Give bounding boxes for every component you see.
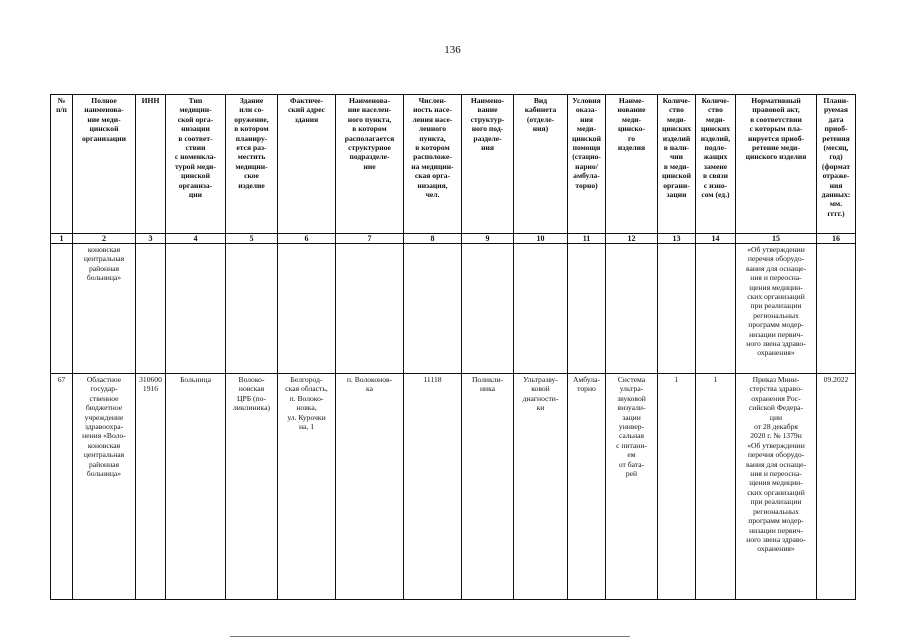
header-col-devices-available: Количе- ство меди- цинских изделий в нали- чии в меди- цинской органи- зации <box>658 95 696 234</box>
column-number: 7 <box>336 234 404 244</box>
header-col-settlement: Наименова- ние населен- ного пункта, в котором располагается структурное подразделе- ние <box>336 95 404 234</box>
column-number: 14 <box>696 234 736 244</box>
header-col-number: № п/п <box>51 95 73 234</box>
header-col-care-conditions: Условия оказа- ния меди- цинской помощи (стацио- нарно/ амбула- торно) <box>568 95 606 234</box>
table-row-67 <box>51 374 856 600</box>
cell-empty <box>226 244 278 374</box>
cell-inn: 310600 1916 <box>136 374 166 600</box>
header-col-subdivision: Наимено- вание структур- ного под- разделе- ния <box>462 95 514 234</box>
cell-building: Волоко- новская ЦРБ (по- ликлиника) <box>226 374 278 600</box>
header-col-population: Числен- ность насе- ления насе- ленного пункта, в котором расположе- на медицин- ская орга- низация, чел. <box>404 95 462 234</box>
cell-empty <box>462 244 514 374</box>
cell-settlement: п. Волоконов- ка <box>336 374 404 600</box>
column-number: 16 <box>817 234 856 244</box>
column-number: 5 <box>226 234 278 244</box>
cell-care-conditions: Амбула- торно <box>568 374 606 600</box>
cell-planned-date: 09.2022 <box>817 374 856 600</box>
header-col-device-name: Наиме- нование меди- цинско- го изделия <box>606 95 658 234</box>
header-col-planned-date: Плани- руемая дата приоб- ретения (месяц, год) (формат отраже- ния данных: мм. гггг.) <box>817 95 856 234</box>
cell-legal-act-continued: «Об утверждении перечня оборудо- вания для оснаще- ния и переосна- щения медицин- ских организаций при реализации региональных программ модер- низации первич- ного звена здраво- охранения» <box>736 244 817 374</box>
header-col-building: Здание или со- оружение, в котором планиру- ется раз- местить медицин- ское изделие <box>226 95 278 234</box>
page-number: 136 <box>444 44 461 56</box>
cell-org-name: Областное государ- ственное бюджетное учреждение здравоохра- нения «Воло- коновская центральная районная больница» <box>73 374 136 600</box>
equipment-table <box>50 94 856 600</box>
column-numbers-row <box>51 234 856 244</box>
page-bottom-rule <box>230 636 630 638</box>
cell-subdivision: Поликли- ника <box>462 374 514 600</box>
header-col-cabinet: Вид кабинета (отделе- ния) <box>514 95 568 234</box>
header-col-org-name: Полное наименова- ние меди- цинской организации <box>73 95 136 234</box>
header-col-inn: ИНН <box>136 95 166 234</box>
column-number: 9 <box>462 234 514 244</box>
column-number: 8 <box>404 234 462 244</box>
cell-org-name-continued: коновская центральная районная больница» <box>73 244 136 374</box>
cell-device-name: Система ультра- звуковой визуали- зации универ- сальная с питани- ем от бата- рей <box>606 374 658 600</box>
column-number: 1 <box>51 234 73 244</box>
cell-empty <box>51 244 73 374</box>
cell-empty <box>278 244 336 374</box>
cell-empty <box>166 244 226 374</box>
cell-empty <box>817 244 856 374</box>
cell-devices-available: 1 <box>658 374 696 600</box>
column-number: 13 <box>658 234 696 244</box>
cell-org-type: Больница <box>166 374 226 600</box>
column-number: 15 <box>736 234 817 244</box>
cell-legal-act: Приказ Мини- стерства здраво- охранения Рос- сийской Федера- ции от 28 декабря 2020 г. № 1379н «Об утверждении перечня оборудо- вания для оснаще- ния и переосна- щения медицин- ских организаций при реализации региональных программ модер- низации первич- ного звена здраво- охранения» <box>736 374 817 600</box>
cell-empty <box>136 244 166 374</box>
cell-empty <box>606 244 658 374</box>
continuation-row <box>51 244 856 374</box>
column-number: 6 <box>278 234 336 244</box>
header-col-org-type: Тип медицин- ской орга- низации в соответ- ствии с номенкла- турой меди- цинской организа- ции <box>166 95 226 234</box>
header-col-address: Фактиче- ский адрес здания <box>278 95 336 234</box>
header-col-devices-replace: Количе- ство меди- цинских изделий, подле- жащих замене в связи с изно- сом (ед.) <box>696 95 736 234</box>
cell-empty <box>336 244 404 374</box>
column-number: 11 <box>568 234 606 244</box>
cell-row-number: 67 <box>51 374 73 600</box>
cell-devices-replace: 1 <box>696 374 736 600</box>
cell-empty <box>404 244 462 374</box>
cell-population: 11118 <box>404 374 462 600</box>
cell-empty <box>514 244 568 374</box>
column-number: 2 <box>73 234 136 244</box>
cell-cabinet: Ультразву- ковой диагности- ки <box>514 374 568 600</box>
column-number: 12 <box>606 234 658 244</box>
cell-empty <box>658 244 696 374</box>
header-col-legal-act: Нормативный правовой акт, в соответствии с которым пла- нируется приоб- ретение меди- цинского изделия <box>736 95 817 234</box>
column-number: 4 <box>166 234 226 244</box>
cell-empty <box>696 244 736 374</box>
column-number: 3 <box>136 234 166 244</box>
column-number: 10 <box>514 234 568 244</box>
cell-empty <box>568 244 606 374</box>
header-row <box>51 95 856 234</box>
cell-address: Белгород- ская область, п. Волоко- новка, ул. Курочки на, 1 <box>278 374 336 600</box>
